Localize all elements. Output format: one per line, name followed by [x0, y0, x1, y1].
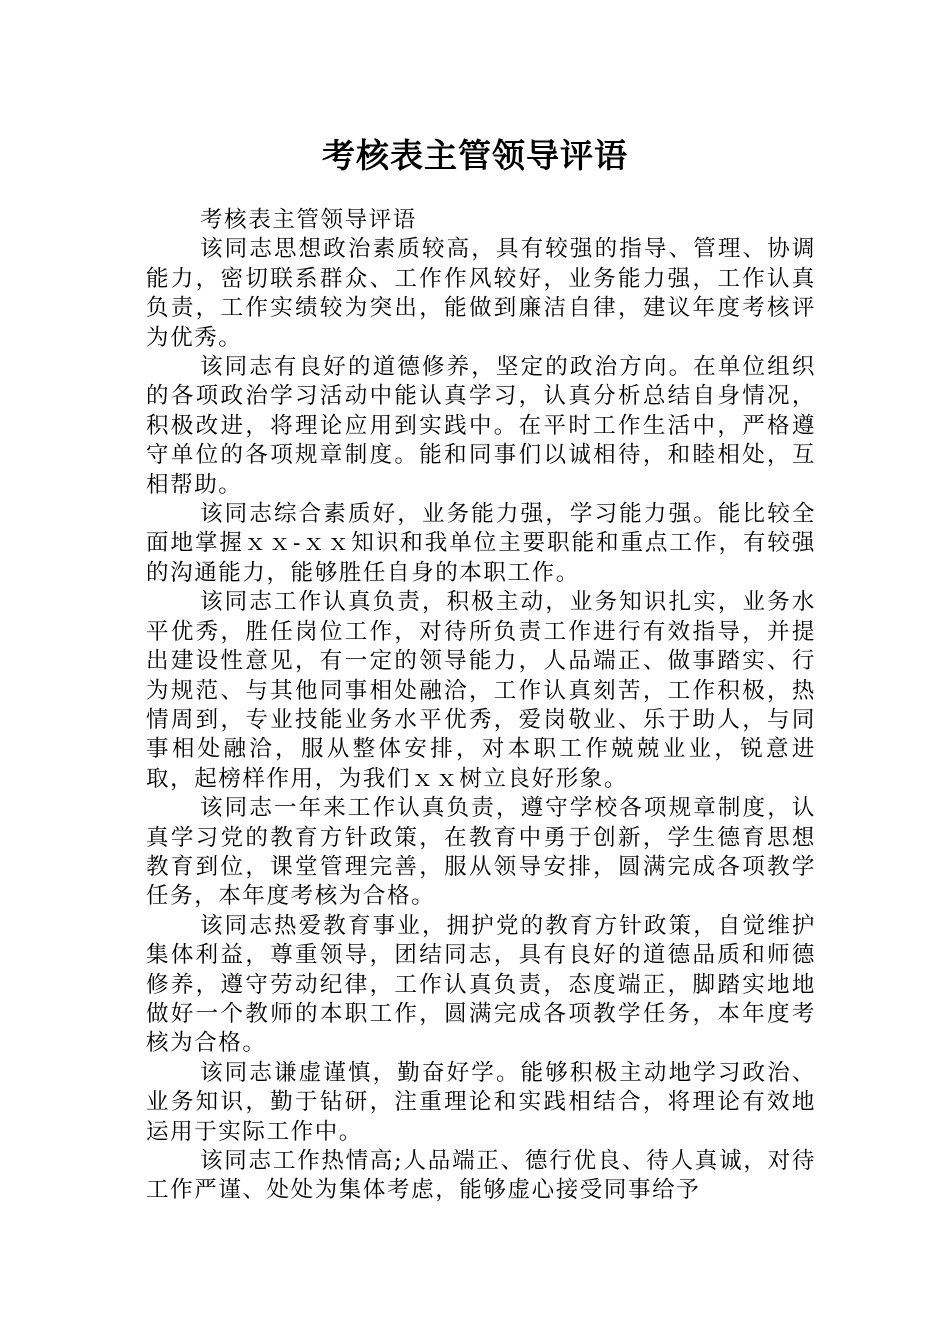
paragraph: 该同志热爱教育事业，拥护党的教育方针政策，自觉维护集体利益，尊重领导，团结同志，具有良好的道德品质和师德修养，遵守劳动纪律，工作认真负责，态度端正，脚踏实地地做好一个教师的本职工作，圆满完成各项教学任务，本年度考核为合格。: [146, 912, 816, 1057]
document-title: 考核表主管领导评语: [322, 136, 628, 175]
paragraph: 该同志工作热情高;人品端正、德行优良、待人真诚，对待工作严谨、处处为集体考虑，能够虚心接受同事给予: [146, 1148, 816, 1204]
document-body: [146, 206, 816, 1206]
paragraph: 该同志有良好的道德修养，坚定的政治方向。在单位组织的各项政治学习活动中能认真学习，认真分析总结自身情况，积极改进，将理论应用到实践中。在平时工作生活中，严格遵守单位的各项规章制度。能和同事们以诚相待，和睦相处，互相帮助。: [146, 354, 816, 498]
paragraph: 该同志一年来工作认真负责，遵守学校各项规章制度，认真学习党的教育方针政策，在教育中勇于创新，学生德育思想教育到位，课堂管理完善，服从领导安排，圆满完成各项教学任务，本年度考核为合格。: [146, 795, 816, 910]
subtitle-paragraph: 考核表主管领导评语: [200, 207, 417, 233]
paragraph: 该同志工作认真负责，积极主动，业务知识扎实，业务水平优秀，胜任岗位工作，对待所负责工作进行有效指导，并提出建设性意见，有一定的领导能力，人品端正、做事踏实、行为规范、与其他同事相处融洽，工作认真刻苦，工作积极，热情周到，专业技能业务水平优秀，爱岗敬业、乐于助人，与同事相处融洽，服从整体安排，对本职工作兢兢业业，锐意进取，起榜样作用，为我们ｘｘ树立良好形象。: [146, 589, 816, 792]
paragraph: 该同志思想政治素质较高，具有较强的指导、管理、协调能力，密切联系群众、工作作风较好，业务能力强，工作认真负责，工作实绩较为突出，能做到廉洁自律，建议年度考核评为优秀。: [146, 236, 816, 351]
paragraph: 该同志综合素质好，业务能力强，学习能力强。能比较全面地掌握ｘｘ-ｘｘ知识和我单位主要职能和重点工作，有较强的沟通能力，能够胜任自身的本职工作。: [146, 501, 816, 586]
paragraph: 该同志谦虚谨慎，勤奋好学。能够积极主动地学习政治、业务知识，勤于钻研，注重理论和实践相结合，将理论有效地运用于实际工作中。: [146, 1059, 816, 1145]
